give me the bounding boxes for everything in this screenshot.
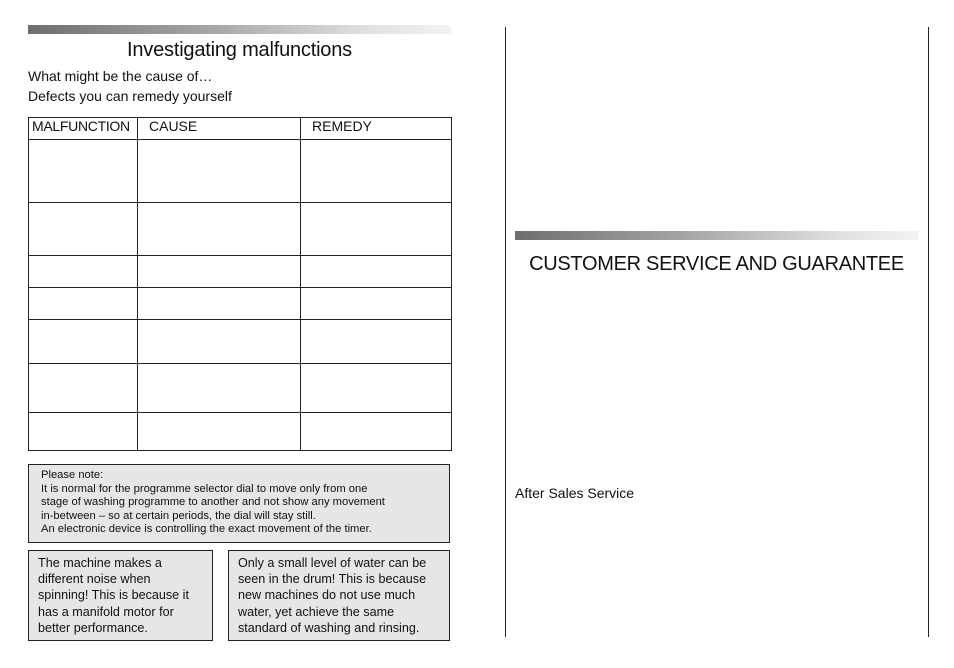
noise-info-line: different noise when — [38, 572, 151, 587]
left-header-bar — [28, 25, 451, 34]
note-line: in-between – so at certain periods, the dial will stay still. — [41, 509, 316, 522]
water-level-info-box — [228, 550, 450, 641]
table-cell — [29, 413, 138, 451]
table-row — [29, 320, 452, 364]
table-cell — [301, 413, 452, 451]
table-cell — [29, 364, 138, 413]
table-header-row — [29, 118, 452, 140]
table-cell — [138, 413, 301, 451]
right-header-bar — [515, 231, 919, 240]
water-info-line: Only a small level of water can be — [238, 556, 427, 570]
table-row — [29, 364, 452, 413]
please-note-box — [28, 464, 450, 543]
table-cell — [29, 320, 138, 364]
water-info-line: new machines do not use much — [238, 588, 416, 603]
table-cell — [138, 256, 301, 288]
table-cell — [301, 140, 452, 203]
table-cell — [138, 203, 301, 256]
noise-info-line: better performance. — [38, 620, 148, 635]
noise-info-line: spinning! This is because it — [38, 588, 189, 603]
table-cell — [29, 203, 138, 256]
note-line: It is normal for the programme selector dial to move only from one — [41, 482, 368, 495]
table-cell — [29, 288, 138, 320]
after-sales-heading: After Sales Service — [515, 485, 635, 501]
table-row — [29, 140, 452, 203]
table-row — [29, 288, 452, 320]
table-row — [29, 413, 452, 451]
noise-info-line: has a manifold motor for — [38, 604, 174, 619]
table-cell — [138, 140, 301, 203]
table-cell — [138, 288, 301, 320]
table-cell — [301, 288, 452, 320]
header-malfunction: MALFUNCTION — [29, 118, 138, 140]
note-line: An electronic device is controlling the exact movement of the timer. — [41, 523, 372, 535]
table-cell — [301, 203, 452, 256]
subtitle-defects: Defects you can remedy yourself — [28, 88, 232, 104]
header-cause: CAUSE — [138, 118, 301, 140]
water-info-line: seen in the drum! This is because — [238, 572, 427, 587]
page-title: Investigating malfunctions — [127, 39, 352, 61]
table-cell — [301, 320, 452, 364]
table-cell — [138, 320, 301, 364]
note-line: stage of washing programme to another and not show any movement — [41, 496, 385, 508]
header-remedy: REMEDY — [301, 118, 452, 140]
customer-service-title: CUSTOMER SERVICE AND GUARANTEE — [529, 253, 904, 275]
note-heading: Please note: — [41, 469, 104, 481]
noise-info-line: The machine makes a — [38, 556, 162, 570]
table-row — [29, 256, 452, 288]
table-cell — [29, 140, 138, 203]
malfunction-table — [28, 117, 452, 451]
table-cell — [301, 256, 452, 288]
page-divider-right — [928, 27, 929, 637]
table-row — [29, 203, 452, 256]
noise-info-box — [28, 550, 213, 641]
page-divider-left — [505, 27, 506, 637]
table-cell — [301, 364, 452, 413]
subtitle-cause: What might be the cause of… — [28, 68, 213, 84]
table-cell — [138, 364, 301, 413]
water-info-line: water, yet achieve the same — [238, 604, 395, 619]
water-info-line: standard of washing and rinsing. — [238, 620, 420, 635]
table-cell — [29, 256, 138, 288]
